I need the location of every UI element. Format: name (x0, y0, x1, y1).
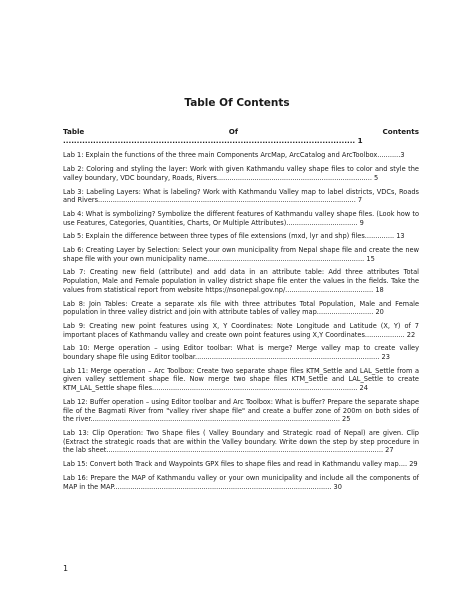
toc-entry-lab-15[interactable]: Lab 15: Convert both Track and Waypoints GPX files to shape files and read in Kathmandu valley map.... 29 (63, 460, 418, 469)
toc-entry-lab-4[interactable]: Lab 4: What is symbolizing? Symbolize the different features of Kathmandu valley shape files. (Look how to use Features, Categories, Quantities, Charts, Or Multiple Attributes).................................. 9 (63, 209, 419, 227)
toc-entry-lab-2[interactable]: Lab 2: Coloring and styling the layer: Work with given Kathmandu valley shape files to color and style the valley boundary, VDC boundary, Roads, Rivers.......................................................................... 5 (63, 165, 419, 182)
toc-entry-lab-8[interactable]: Lab 8: Join Tables: Create a separate xls file with three attributes Total Population, Male and Female population in three valley district and join with attribute tables of valley map........................... 20 (63, 299, 419, 317)
toc-entry-lab-13[interactable]: Lab 13: Clip Operation: Two Shape files ( Valley Boundary and Strategic road of Nepal) are given. Clip (Extract the strategic roads that are within the Valley boundary. Write down the step by step procedure in the lab sheet.................................................................................................................................... 27 (63, 428, 419, 455)
toc-entry-lab-16[interactable]: Lab 16: Prepare the MAP of Kathmandu valley or your own municipality and include all the components of MAP in the MAP........................................................................................................ 30 (63, 473, 419, 491)
page-number: 1 (63, 564, 69, 573)
toc-entry-lab-5[interactable]: Lab 5: Explain the difference between three types of file extensions (mxd, lyr and shp) files.............. 13 (63, 232, 405, 241)
toc-entry-lab-7[interactable]: Lab 7: Creating new field (attribute) and add data in an attribute table: Add three attributes Total Population, Male and Female population in valley district shape file enter the values in the fields. Take the values from statistical report from website https://nsonepal.gov.np/.......................................... 18 (63, 268, 419, 294)
toc-entry-lab-11[interactable]: Lab 11: Merge operation – Arc Toolbox: Create two separate shape files KTM_Settle and LAL_Settle from a given valley settlement shape file. Now merge two shape files KTM_Settle and LAL_Settle to create KTM_LAL_Settle shape files.................................................................................................. 24 (63, 366, 419, 393)
toc-entry-lab-3[interactable]: Lab 3: Labeling Layers: What is labeling? Work with Kathmandu Valley map to label districts, VDCs, Roads and Rivers........................................................................................................................... 7 (63, 187, 419, 205)
table-of-contents (63, 128, 419, 496)
toc-heading-entry[interactable]: Table Of Contents ........................................................................................................... 1 (63, 127, 419, 145)
toc-entry-lab-1[interactable]: Lab 1: Explain the functions of the three main Components ArcMap, ArcCatalog and ArcToolbox...........3 (63, 151, 405, 160)
toc-entry-lab-10[interactable]: Lab 10: Merge operation – using Editor toolbar: What is merge? Merge valley map to create valley boundary shape file using Editor toolbar........................................................................................ 23 (63, 344, 419, 362)
toc-entry-lab-9[interactable]: Lab 9: Creating new point features using X, Y Coordinates: Note Longitude and Latitude (X, Y) of 7 important places of Kathmandu valley and create own point features using X,Y Coordinates................... 22 (63, 321, 419, 339)
toc-entry-lab-6[interactable]: Lab 6: Creating Layer by Selection: Select your own municipality from Nepal shape file and create the new shape file with your own municipality name........................................................................... 15 (63, 246, 419, 263)
page-title: Table Of Contents (184, 97, 290, 109)
toc-entry-lab-12[interactable]: Lab 12: Buffer operation – using Editor toolbar and Arc Toolbox: What is buffer? Prepare the separate shape file of the Bagmati River from "valley river shape file" and create a buffer zone of 200m on both sides of the river....................................................................................................................... 25 (63, 397, 419, 424)
